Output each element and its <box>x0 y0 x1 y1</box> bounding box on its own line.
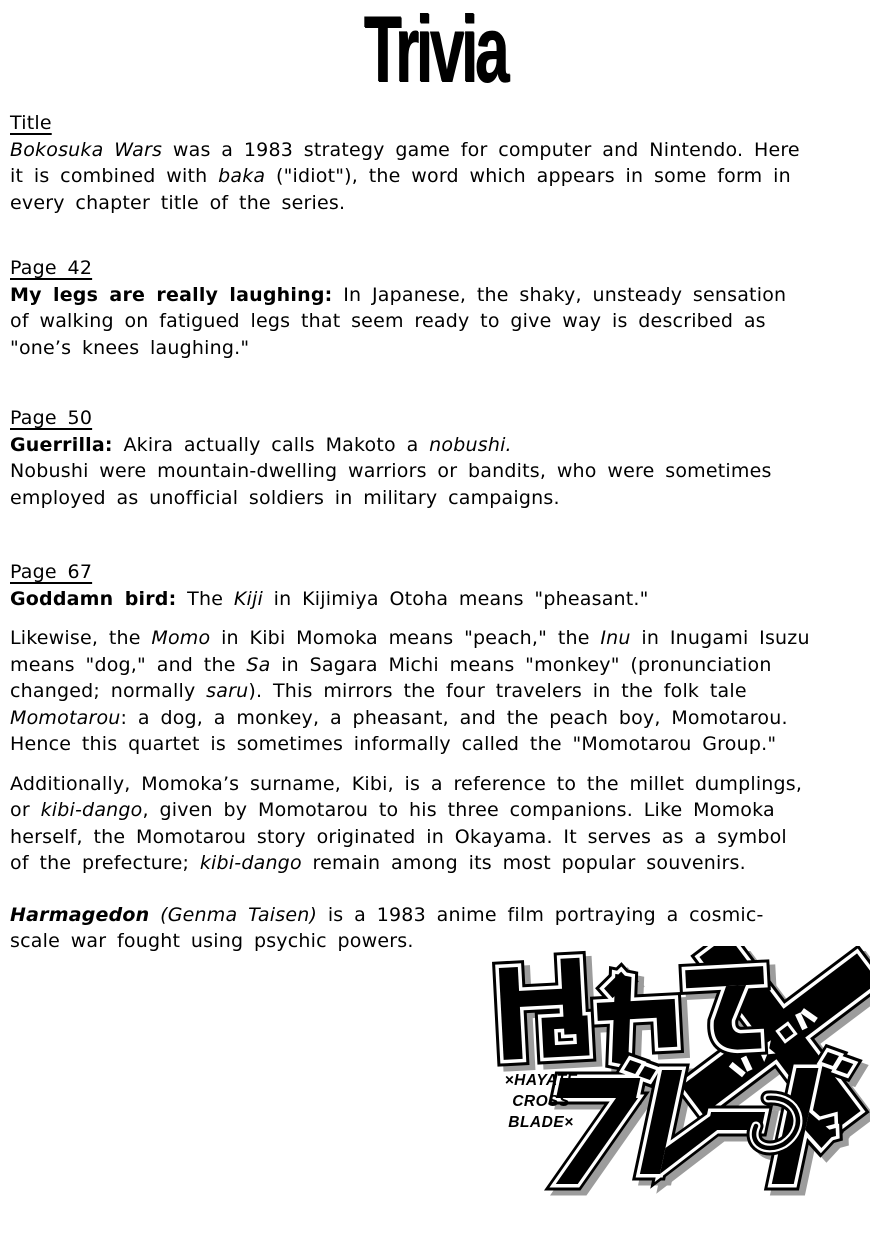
logo-english-subtitle <box>490 1070 592 1133</box>
section-heading: Page 42 <box>10 257 93 279</box>
section-page-42 <box>10 255 812 361</box>
section-page-67 <box>10 559 812 877</box>
paragraph: Goddamn bird: The Kiji in Kijimiya Otoha means "pheasant." <box>10 587 649 610</box>
paragraph: Bokosuka Wars was a 1983 strategy game for computer and Nintendo. Here it is combined with baka ("idiot"), the word which appears in some form in every chapter title of the series. <box>10 138 800 214</box>
page-title: Trivia <box>363 0 507 101</box>
tail-flourish <box>754 1098 798 1148</box>
paragraph: Harmagedon (Genma Taisen) is a 1983 anime film portraying a cosmic-scale war fought using psychic powers. <box>10 903 764 952</box>
section-heading: Page 50 <box>10 407 93 429</box>
logo-english-line: CROSS <box>512 1093 570 1110</box>
trivia-content <box>10 110 812 955</box>
section-page-50 <box>10 405 812 511</box>
paragraph: Additionally, Momoka’s surname, Kibi, is a reference to the millet dumplings, or kibi-dango, given by Momotarou to his three companions. Like Momoka herself, the Momotarou story originated in Okayama. It serves as a symbol of the prefecture; kibi-dango remain among its most popular souvenirs. <box>10 772 803 874</box>
section-heading: Title <box>10 112 52 134</box>
paragraph: My legs are really laughing: In Japanese, the shaky, unsteady sensation of walking on fatigued legs that seem ready to give way is described as "one’s knees laughing." <box>10 283 787 359</box>
paragraph: Likewise, the Momo in Kibi Momoka means "peach," the Inu in Inugami Isuzu means "dog," and the Sa in Sagara Michi means "monkey" (pronunciation changed; normally saru). This mirrors the four travelers in the folk tale Momotarou: a dog, a monkey, a pheasant, and the peach boy, Momotarou. Hence this quartet is sometimes informally called the "Momotarou Group." <box>10 627 810 755</box>
section-heading: Page 67 <box>10 561 93 583</box>
section-title <box>10 110 812 216</box>
logo-english-line: ×HAYATE <box>504 1072 578 1089</box>
paragraph: Guerrilla: Akira actually calls Makoto a nobushi. <box>10 433 512 456</box>
logo-english-line: BLADE× <box>508 1114 574 1131</box>
hayate-cross-blade-logo <box>484 946 870 1206</box>
paragraph: Nobushi were mountain-dwelling warriors or bandits, who were sometimes employed as unofficial soldiers in military campaigns. <box>10 460 772 509</box>
